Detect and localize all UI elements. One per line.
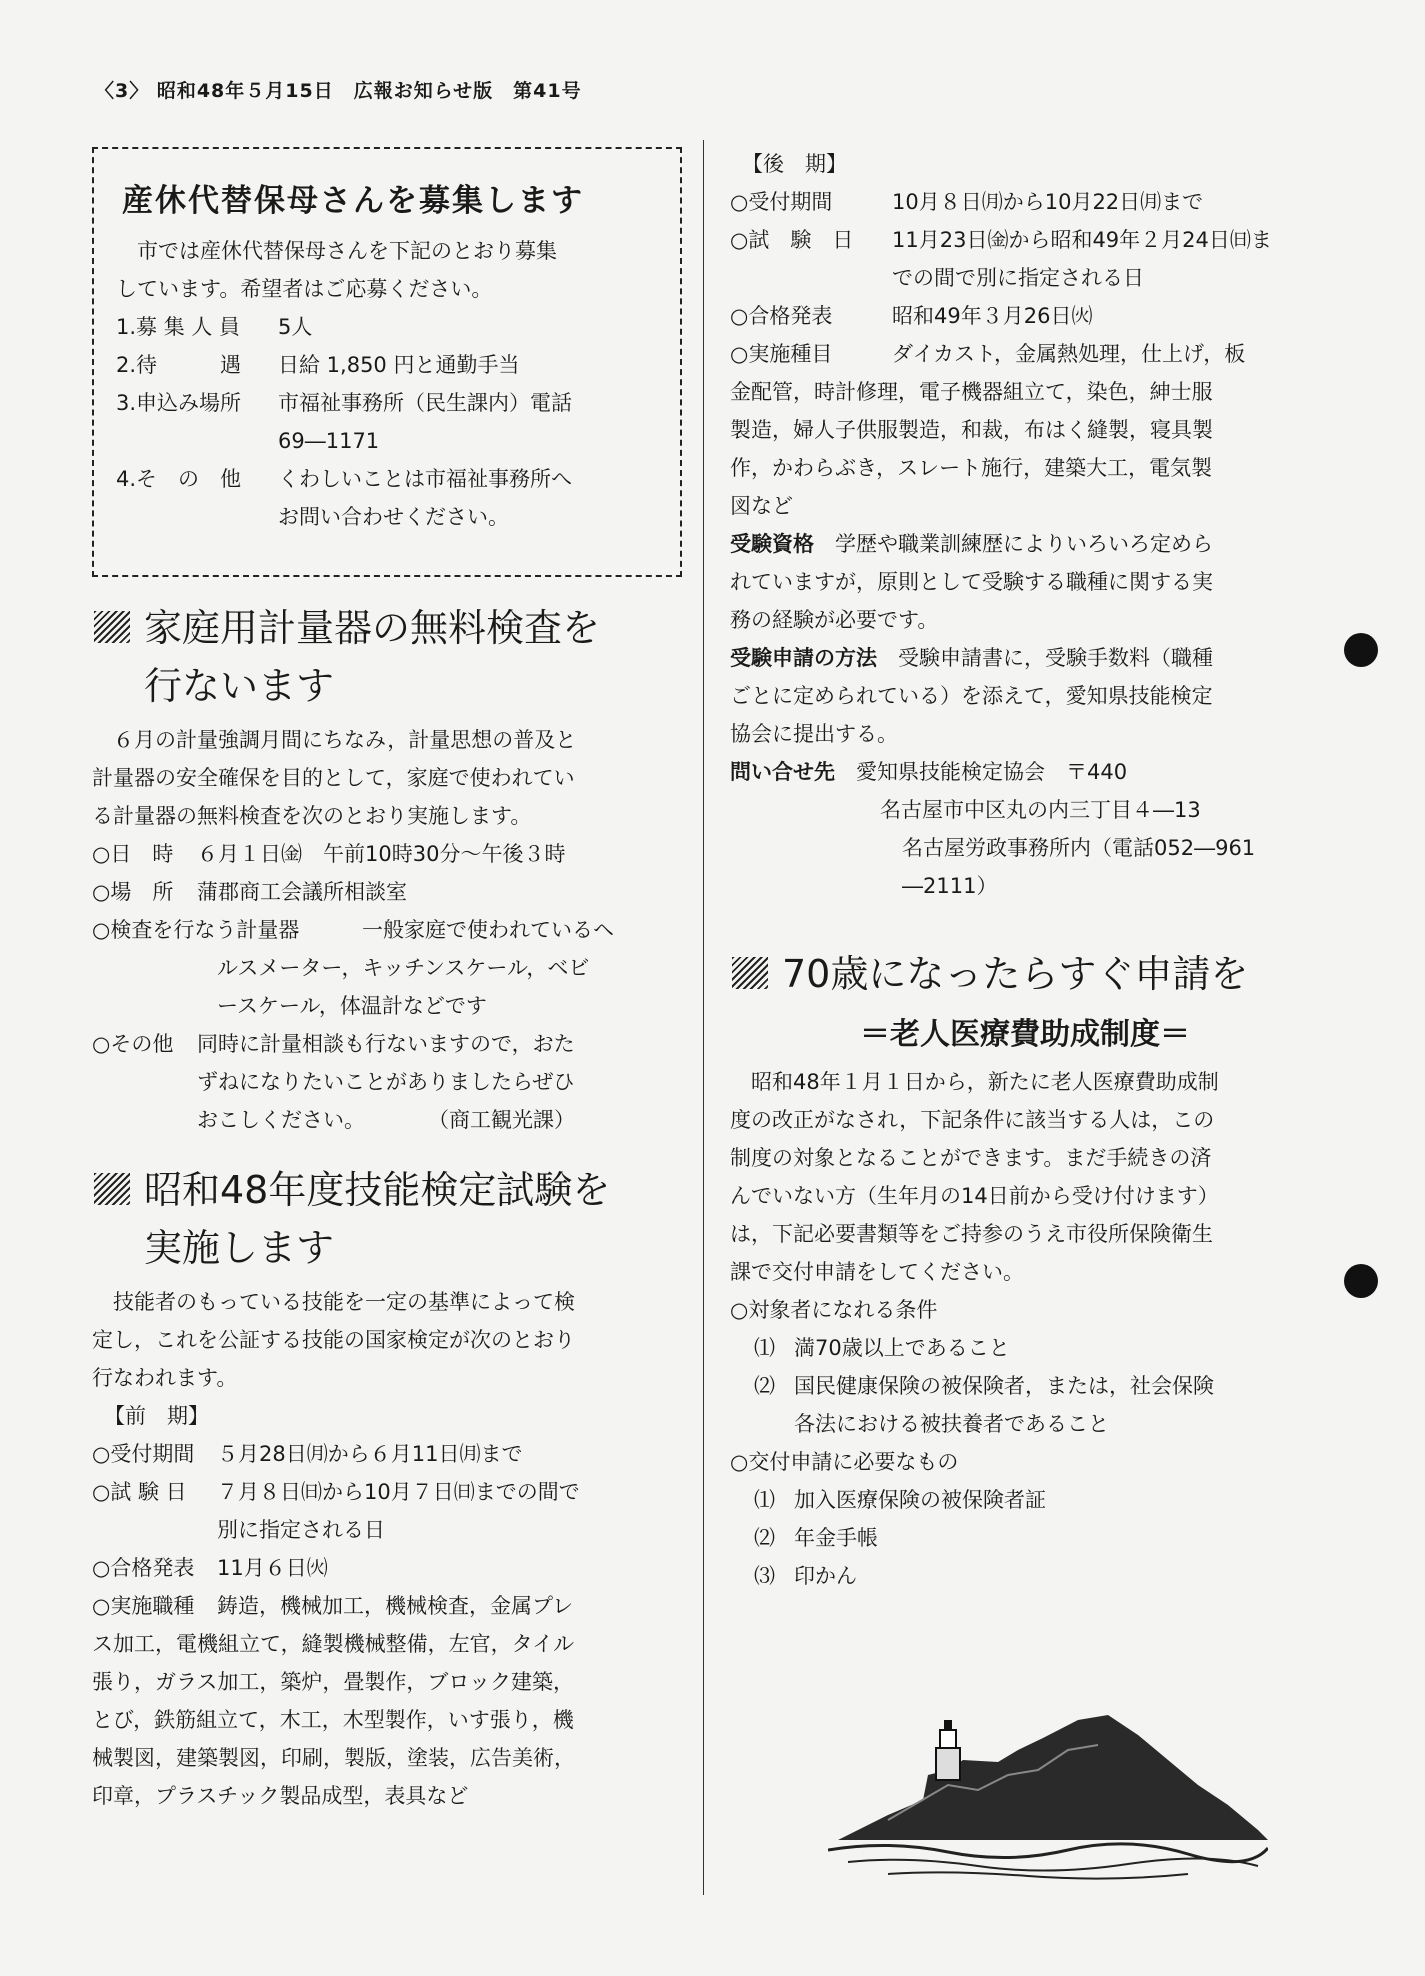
left-column <box>92 145 682 1815</box>
elderly-heading: 70歳になったらすぐ申請を <box>730 945 1320 1003</box>
first-jobs-line: 印章，プラスチック製品成型，表具など <box>92 1784 469 1808</box>
meter-target: ○検査を行なう計量器 一般家庭で使われているヘ <box>92 918 614 942</box>
meter-other-cont: ずねになりたいことがありましたらぜひ <box>197 1070 575 1094</box>
first-test: ○試 験 日 ７月８日㈰から10月７日㈰までの間で <box>92 1480 580 1504</box>
column-divider <box>703 140 704 1895</box>
recruit-item: 1.募 集 人 員 5人 <box>116 315 313 339</box>
second-jobs-line: 図など <box>730 494 793 518</box>
meter-date: ○日 時 ６月１日㈮ 午前10時30分～午後３時 <box>92 842 566 866</box>
document-item: ⑴ 加入医療保険の被保険者証 <box>754 1488 1046 1512</box>
recruit-intro: 市では産休代替保母さんを下記のとおり募集 <box>137 239 557 263</box>
meter-target-cont: ースケール，体温計などです <box>217 994 487 1018</box>
hatch-icon <box>94 611 130 643</box>
first-jobs-line: 張り，ガラス加工，築炉，畳製作，ブロック建築， <box>92 1670 574 1694</box>
first-jobs-line: ス加工，電機組立て，縫製機械整備，左官，タイル <box>92 1632 575 1656</box>
second-jobs-line: 製造，婦人子供服製造，和裁，布はく縫製，寝具製 <box>730 418 1213 442</box>
contact-phone: ―2111） <box>902 874 998 898</box>
condition-item: ⑴ 満70歳以上であること <box>754 1336 1010 1360</box>
first-test-cont: 別に指定される日 <box>217 1518 385 1542</box>
second-test-cont: での間で別に指定される日 <box>892 266 1144 290</box>
page-header: 〈3〉 昭和48年５月15日 広報お知らせ版 第41号 <box>95 80 582 102</box>
documents-label: ○交付申請に必要なもの <box>730 1450 959 1474</box>
exam-paragraph: 技能者のもっている技能を一定の基準によって検 <box>113 1290 575 1314</box>
application-line: ごとに定められている）を添えて，愛知県技能検定 <box>730 684 1213 708</box>
second-receive: ○受付期間 10月８日㈪から10月22日㈪まで <box>730 190 1204 214</box>
right-column <box>730 145 1320 1595</box>
recruit-item: お問い合わせください。 <box>278 505 509 529</box>
meter-paragraph: ６月の計量強調月間にちなみ，計量思想の普及と <box>113 728 577 752</box>
elderly-paragraph: んでいない方（生年月の14日前から受け付けます） <box>730 1184 1219 1208</box>
second-jobs: ○実施種目 ダイカスト，金属熱処理，仕上げ，板 <box>730 342 1246 366</box>
application-line: 協会に提出する。 <box>730 722 898 746</box>
elderly-paragraph: は，下記必要書類等をご持参のうえ市役所保険衛生 <box>730 1222 1213 1246</box>
first-pass: ○合格発表 11月６日㈫ <box>92 1556 328 1580</box>
meter-other-cont: おこしください。 （商工観光課） <box>197 1108 575 1132</box>
application-method: 受験申請の方法 受験申請書に，受験手数料（職種 <box>730 646 1213 670</box>
meter-paragraph: る計量器の無料検査を次のとおり実施します。 <box>92 804 532 828</box>
contact-office: 名古屋労政事務所内（電話052―961 <box>902 836 1256 860</box>
recruit-item: 2.待 遇 日給 1,850 円と通勤手当 <box>116 353 520 377</box>
elderly-subheading: ＝老人医療費助成制度＝ <box>860 1017 1190 1052</box>
second-term-label: 【後 期】 <box>742 152 847 176</box>
hatch-icon <box>94 1173 130 1205</box>
document-item: ⑶ 印かん <box>754 1564 857 1588</box>
second-pass: ○合格発表 昭和49年３月26日㈫ <box>730 304 1093 328</box>
meter-paragraph: 計量器の安全確保を目的として，家庭で使われてい <box>92 766 575 790</box>
binder-hole-icon <box>1344 633 1378 667</box>
recruit-item: 69―1171 <box>278 429 380 453</box>
first-term-label: 【前 期】 <box>104 1404 209 1428</box>
recruit-notice-box <box>92 147 682 577</box>
second-jobs-line: 金配管，時計修理，電子機器組立て，染色，紳士服 <box>730 380 1213 404</box>
second-jobs-line: 作，かわらぶき，スレート施行，建築大工，電気製 <box>730 456 1213 480</box>
condition-item: ⑵ 国民健康保険の被保険者，または，社会保険 <box>754 1374 1214 1398</box>
recruit-item: 4.そ の 他 くわしいことは市福祉事務所へ <box>116 467 572 491</box>
first-jobs-line: とび，鉄筋組立て，木工，木型製作，いす張り，機 <box>92 1708 574 1732</box>
elderly-paragraph: 度の改正がなされ，下記条件に該当する人は，この <box>730 1108 1215 1132</box>
qualification-line: 務の経験が必要です。 <box>730 608 939 632</box>
condition-item: 各法における被扶養者であること <box>794 1412 1109 1436</box>
elderly-paragraph: 制度の対象となることができます。まだ手続きの済 <box>730 1146 1212 1170</box>
binder-hole-icon <box>1344 1264 1378 1298</box>
exam-heading: 昭和48年度技能検定試験を 実施します <box>92 1161 682 1277</box>
exam-paragraph: 定し，これを公証する技能の国家検定が次のとおり <box>92 1328 575 1352</box>
contact: 問い合せ先 愛知県技能検定協会 〒440 <box>730 760 1128 784</box>
qualification: 受験資格 学歴や職業訓練歴によりいろいろ定めら <box>730 532 1213 556</box>
elderly-paragraph: 昭和48年１月１日から，新たに老人医療費助成制 <box>751 1070 1219 1094</box>
recruit-intro: しています。希望者はご応募ください。 <box>116 277 493 301</box>
conditions-label: ○対象者になれる条件 <box>730 1298 938 1322</box>
first-receive: ○受付期間 ５月28日㈪から６月11日㈪まで <box>92 1442 523 1466</box>
second-test: ○試 験 日 11月23日㈮から昭和49年２月24日㈰ま <box>730 228 1272 252</box>
meter-other: ○その他 同時に計量相談も行ないますので，おた <box>92 1032 575 1056</box>
contact-address: 名古屋市中区丸の内三丁目４―13 <box>880 798 1201 822</box>
recruit-item: 3.申込み場所 市福祉事務所（民生課内）電話 <box>116 391 572 415</box>
meter-heading: 家庭用計量器の無料検査を 行ないます <box>92 599 682 715</box>
first-jobs: ○実施職種 鋳造，機械加工，機械検査，金属プレ <box>92 1594 574 1618</box>
meter-place: ○場 所 蒲郡商工会議所相談室 <box>92 880 407 904</box>
recruit-title: 産休代替保母さんを募集します <box>122 183 584 219</box>
document-item: ⑵ 年金手帳 <box>754 1526 878 1550</box>
hatch-icon <box>732 957 768 989</box>
lighthouse-illustration <box>828 1690 1268 1880</box>
meter-target-cont: ルスメーター，キッチンスケール，ベビ <box>217 956 590 980</box>
qualification-line: れていますが，原則として受験する職種に関する実 <box>730 570 1213 594</box>
exam-paragraph: 行なわれます。 <box>92 1366 238 1390</box>
elderly-paragraph: 課で交付申請をしてください。 <box>730 1260 1024 1284</box>
first-jobs-line: 械製図，建築製図，印刷，製版，塗装，広告美術， <box>92 1746 575 1770</box>
